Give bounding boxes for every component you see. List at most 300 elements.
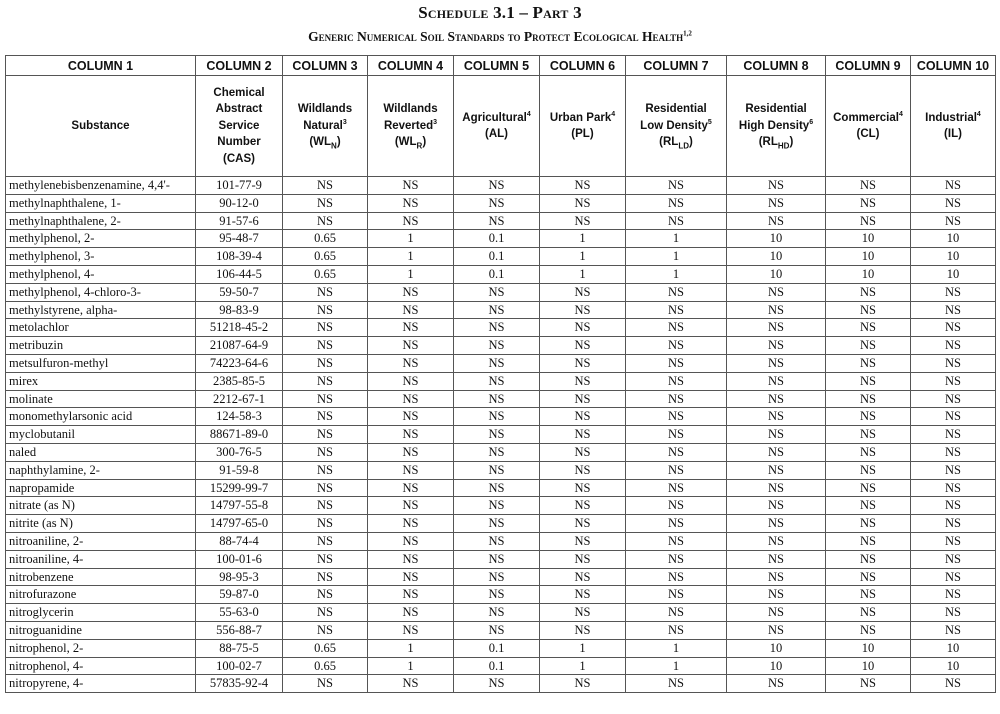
cas-number-cell: 15299-99-7: [196, 479, 283, 497]
standard-value-cell: NS: [540, 426, 626, 444]
cas-number-cell: 91-59-8: [196, 461, 283, 479]
column-header-6: [540, 76, 626, 177]
table-row: [6, 515, 996, 533]
standard-value-cell: NS: [454, 550, 540, 568]
cas-number-cell: 90-12-0: [196, 194, 283, 212]
standard-value-cell: NS: [454, 621, 540, 639]
standard-value-cell: 0.65: [283, 248, 368, 266]
standard-value-cell: NS: [727, 497, 826, 515]
standard-value-cell: NS: [727, 301, 826, 319]
substance-cell: nitrate (as N): [6, 497, 196, 515]
standard-value-cell: NS: [626, 568, 727, 586]
standard-value-cell: NS: [727, 426, 826, 444]
column-header-3: [283, 76, 368, 177]
standard-value-cell: NS: [454, 337, 540, 355]
standard-value-cell: NS: [911, 568, 996, 586]
header-footnote: 6: [809, 118, 814, 126]
table-row: [6, 354, 996, 372]
header-footnote: 4: [526, 110, 531, 118]
table-row: [6, 319, 996, 337]
header-label-line: Industrial: [925, 111, 977, 124]
standard-value-cell: NS: [911, 212, 996, 230]
table-row: [6, 283, 996, 301]
header-label-line: Residential: [645, 103, 707, 116]
cas-number-cell: 556-88-7: [196, 621, 283, 639]
table-row: [6, 194, 996, 212]
substance-cell: monomethylarsonic acid: [6, 408, 196, 426]
standard-value-cell: 1: [626, 230, 727, 248]
standard-value-cell: NS: [283, 390, 368, 408]
standard-value-cell: NS: [540, 461, 626, 479]
standard-value-cell: NS: [540, 283, 626, 301]
standard-value-cell: NS: [727, 354, 826, 372]
standard-value-cell: NS: [368, 586, 454, 604]
header-label-line: Urban Park: [549, 111, 612, 124]
standard-value-cell: NS: [826, 443, 911, 461]
standard-value-cell: NS: [911, 372, 996, 390]
standard-value-cell: NS: [454, 532, 540, 550]
standard-value-cell: NS: [826, 194, 911, 212]
standard-value-cell: NS: [727, 550, 826, 568]
subtitle-text: Generic Numerical Soil Standards to Protect Ecological Health: [308, 29, 684, 44]
standard-value-cell: NS: [727, 586, 826, 604]
standard-value-cell: 1: [540, 657, 626, 675]
standard-value-cell: NS: [826, 177, 911, 195]
standard-value-cell: NS: [454, 479, 540, 497]
substance-cell: methylphenol, 3-: [6, 248, 196, 266]
standard-value-cell: NS: [626, 675, 727, 693]
subtitle-footnote: 1,2: [683, 29, 692, 38]
standard-value-cell: NS: [454, 408, 540, 426]
schedule-subtitle: [0, 29, 1000, 45]
standard-value-cell: NS: [454, 319, 540, 337]
cas-number-cell: 88-75-5: [196, 639, 283, 657]
standard-value-cell: NS: [626, 390, 727, 408]
standard-value-cell: NS: [626, 301, 727, 319]
column-number-2: COLUMN 2: [196, 56, 283, 76]
cas-number-cell: 2385-85-5: [196, 372, 283, 390]
standard-value-cell: NS: [540, 675, 626, 693]
cas-number-cell: 88671-89-0: [196, 426, 283, 444]
standard-value-cell: NS: [454, 675, 540, 693]
standard-value-cell: NS: [454, 283, 540, 301]
standard-value-cell: NS: [911, 586, 996, 604]
standard-value-cell: 0.65: [283, 230, 368, 248]
standard-value-cell: NS: [911, 337, 996, 355]
table-row: [6, 479, 996, 497]
header-abbr-text: CL: [860, 128, 876, 140]
standard-value-cell: NS: [454, 586, 540, 604]
standard-value-cell: NS: [454, 568, 540, 586]
standard-value-cell: NS: [283, 212, 368, 230]
standard-value-cell: 1: [626, 265, 727, 283]
column-number-row: [6, 56, 996, 76]
header-label-line: Commercial: [833, 111, 899, 124]
cas-number-cell: 21087-64-9: [196, 337, 283, 355]
column-header-5: [454, 76, 540, 177]
table-row: [6, 550, 996, 568]
substance-cell: nitroguanidine: [6, 621, 196, 639]
standard-value-cell: NS: [283, 301, 368, 319]
standard-value-cell: 10: [727, 639, 826, 657]
standard-value-cell: NS: [368, 408, 454, 426]
standard-value-cell: NS: [368, 479, 454, 497]
header-abbr-text: PL: [575, 128, 590, 140]
standard-value-cell: NS: [911, 194, 996, 212]
header-label-line: Service: [218, 119, 260, 132]
standard-value-cell: NS: [368, 194, 454, 212]
standard-value-cell: NS: [727, 461, 826, 479]
standard-value-cell: NS: [540, 372, 626, 390]
substance-cell: methylstyrene, alpha-: [6, 301, 196, 319]
standard-value-cell: NS: [626, 426, 727, 444]
column-number-1: COLUMN 1: [6, 56, 196, 76]
standard-value-cell: NS: [454, 497, 540, 515]
standard-value-cell: NS: [911, 319, 996, 337]
table-row: [6, 426, 996, 444]
standard-value-cell: NS: [540, 177, 626, 195]
standard-value-cell: NS: [911, 497, 996, 515]
substance-cell: methylenebisbenzenamine, 4,4'-: [6, 177, 196, 195]
header-label-line: Agricultural: [462, 111, 527, 124]
standard-value-cell: NS: [626, 479, 727, 497]
standard-value-cell: NS: [826, 390, 911, 408]
substance-cell: nitroaniline, 2-: [6, 532, 196, 550]
standard-value-cell: 1: [626, 248, 727, 266]
standard-value-cell: NS: [454, 426, 540, 444]
substance-cell: methylphenol, 4-chloro-3-: [6, 283, 196, 301]
standard-value-cell: NS: [368, 568, 454, 586]
standard-value-cell: NS: [454, 443, 540, 461]
standard-value-cell: NS: [540, 550, 626, 568]
standard-value-cell: NS: [454, 301, 540, 319]
table-row: [6, 461, 996, 479]
standard-value-cell: NS: [283, 515, 368, 533]
column-number-3: COLUMN 3: [283, 56, 368, 76]
cas-number-cell: 100-01-6: [196, 550, 283, 568]
standard-value-cell: NS: [727, 515, 826, 533]
standard-value-cell: NS: [911, 354, 996, 372]
table-row: [6, 568, 996, 586]
standard-value-cell: NS: [283, 337, 368, 355]
standard-value-cell: NS: [368, 301, 454, 319]
column-number-5: COLUMN 5: [454, 56, 540, 76]
header-abbr-text: WL: [313, 136, 332, 149]
standard-value-cell: NS: [626, 408, 727, 426]
header-label-line: Substance: [71, 119, 130, 132]
cas-number-cell: 98-83-9: [196, 301, 283, 319]
substance-cell: nitroaniline, 4-: [6, 550, 196, 568]
standard-value-cell: NS: [283, 479, 368, 497]
header-footnote: 5: [707, 118, 712, 126]
standard-value-cell: 10: [826, 230, 911, 248]
header-label-line: Wildlands: [297, 103, 353, 116]
header-label-line: Reverted: [383, 119, 434, 132]
substance-cell: methylphenol, 4-: [6, 265, 196, 283]
standard-value-cell: NS: [283, 621, 368, 639]
schedule-title: Schedule 3.1 – Part 3: [418, 3, 582, 22]
standard-value-cell: NS: [283, 319, 368, 337]
column-header-7: [626, 76, 727, 177]
substance-cell: nitrophenol, 4-: [6, 657, 196, 675]
standard-value-cell: NS: [540, 408, 626, 426]
header-label-line: Wildlands: [383, 103, 438, 116]
table-row: [6, 372, 996, 390]
standard-value-cell: NS: [540, 497, 626, 515]
standard-value-cell: NS: [283, 177, 368, 195]
standard-value-cell: NS: [727, 283, 826, 301]
header-label-line: Natural: [303, 119, 343, 132]
standard-value-cell: 1: [540, 248, 626, 266]
standard-value-cell: NS: [283, 568, 368, 586]
standard-value-cell: NS: [626, 497, 727, 515]
standard-value-cell: 0.1: [454, 248, 540, 266]
standard-value-cell: 10: [826, 248, 911, 266]
standard-value-cell: NS: [826, 604, 911, 622]
standard-value-cell: NS: [626, 337, 727, 355]
header-abbr-text: RL: [762, 136, 778, 149]
standard-value-cell: NS: [727, 177, 826, 195]
standard-value-cell: 0.65: [283, 639, 368, 657]
standard-value-cell: NS: [911, 532, 996, 550]
header-label-line: Number: [217, 136, 261, 149]
table-row: [6, 248, 996, 266]
substance-cell: methylnaphthalene, 2-: [6, 212, 196, 230]
header-abbr-subscript: HD: [777, 141, 790, 151]
substance-cell: methylphenol, 2-: [6, 230, 196, 248]
header-abbreviation: $(RL_{LD})$: [659, 136, 693, 151]
standard-value-cell: NS: [626, 550, 727, 568]
standard-value-cell: NS: [540, 479, 626, 497]
header-abbreviation: [223, 153, 255, 165]
cas-number-cell: 2212-67-1: [196, 390, 283, 408]
standard-value-cell: NS: [368, 372, 454, 390]
standard-value-cell: 1: [368, 248, 454, 266]
standard-value-cell: NS: [826, 532, 911, 550]
standard-value-cell: NS: [911, 177, 996, 195]
standard-value-cell: NS: [626, 194, 727, 212]
standard-value-cell: NS: [283, 194, 368, 212]
standard-value-cell: NS: [626, 319, 727, 337]
standard-value-cell: 1: [368, 657, 454, 675]
header-abbreviation: $(RL_{HD})$: [758, 136, 794, 151]
standard-value-cell: NS: [283, 586, 368, 604]
standard-value-cell: 10: [911, 639, 996, 657]
standard-value-cell: NS: [540, 212, 626, 230]
standard-value-cell: NS: [826, 568, 911, 586]
table-row: [6, 532, 996, 550]
cas-number-cell: 14797-55-8: [196, 497, 283, 515]
standard-value-cell: NS: [540, 515, 626, 533]
header-footnote: 4: [898, 110, 903, 118]
standard-value-cell: NS: [626, 177, 727, 195]
standard-value-cell: NS: [826, 461, 911, 479]
standard-value-cell: 0.65: [283, 265, 368, 283]
standard-value-cell: NS: [283, 497, 368, 515]
standard-value-cell: NS: [454, 604, 540, 622]
standard-value-cell: NS: [727, 479, 826, 497]
header-abbreviation: (AL): [484, 128, 509, 140]
standard-value-cell: NS: [826, 354, 911, 372]
table-row: [6, 212, 996, 230]
substance-cell: myclobutanil: [6, 426, 196, 444]
standard-value-cell: NS: [454, 354, 540, 372]
standard-value-cell: NS: [626, 372, 727, 390]
table-row: [6, 301, 996, 319]
standard-value-cell: 10: [911, 248, 996, 266]
standard-value-cell: NS: [454, 177, 540, 195]
header-abbr-text: WL: [398, 136, 417, 149]
standard-value-cell: NS: [727, 408, 826, 426]
standard-value-cell: 10: [826, 639, 911, 657]
standard-value-cell: NS: [626, 283, 727, 301]
standard-value-cell: NS: [454, 194, 540, 212]
standard-value-cell: NS: [911, 390, 996, 408]
standard-value-cell: NS: [368, 461, 454, 479]
standard-value-cell: NS: [454, 212, 540, 230]
standard-value-cell: NS: [540, 604, 626, 622]
header-label-line: Low Density: [640, 119, 708, 132]
standard-value-cell: NS: [540, 621, 626, 639]
standard-value-cell: 1: [540, 265, 626, 283]
header-abbreviation: $(WL_R)$: [394, 136, 427, 151]
standard-value-cell: 0.1: [454, 639, 540, 657]
standard-value-cell: NS: [454, 461, 540, 479]
header-footnote: 4: [976, 110, 981, 118]
standard-value-cell: NS: [540, 390, 626, 408]
column-header-8: [727, 76, 826, 177]
standard-value-cell: 10: [727, 248, 826, 266]
standard-value-cell: NS: [368, 532, 454, 550]
standard-value-cell: 1: [540, 639, 626, 657]
cas-number-cell: 59-50-7: [196, 283, 283, 301]
header-abbr-text: RL: [662, 136, 679, 149]
standard-value-cell: 10: [911, 657, 996, 675]
standard-value-cell: NS: [626, 443, 727, 461]
standard-value-cell: NS: [368, 319, 454, 337]
header-label-line: Abstract: [215, 103, 263, 116]
substance-cell: metribuzin: [6, 337, 196, 355]
substance-cell: metolachlor: [6, 319, 196, 337]
standard-value-cell: NS: [283, 550, 368, 568]
standard-value-cell: NS: [626, 461, 727, 479]
standard-value-cell: NS: [368, 337, 454, 355]
standard-value-cell: 10: [911, 230, 996, 248]
standard-value-cell: NS: [626, 604, 727, 622]
cas-number-cell: 57835-92-4: [196, 675, 283, 693]
standard-value-cell: NS: [727, 194, 826, 212]
table-row: [6, 390, 996, 408]
standard-value-cell: NS: [626, 586, 727, 604]
standard-value-cell: NS: [540, 443, 626, 461]
cas-number-cell: 106-44-5: [196, 265, 283, 283]
cas-number-cell: 55-63-0: [196, 604, 283, 622]
standard-value-cell: NS: [368, 390, 454, 408]
standard-value-cell: NS: [826, 675, 911, 693]
standard-value-cell: NS: [454, 372, 540, 390]
standard-value-cell: NS: [283, 675, 368, 693]
table-row: [6, 586, 996, 604]
standard-value-cell: NS: [540, 532, 626, 550]
column-number-8: COLUMN 8: [727, 56, 826, 76]
standard-value-cell: NS: [727, 319, 826, 337]
standard-value-cell: NS: [826, 515, 911, 533]
substance-cell: nitrofurazone: [6, 586, 196, 604]
standard-value-cell: 0.1: [454, 265, 540, 283]
standard-value-cell: NS: [911, 515, 996, 533]
standard-value-cell: 1: [540, 230, 626, 248]
standard-value-cell: NS: [826, 301, 911, 319]
standard-value-cell: NS: [283, 461, 368, 479]
standard-value-cell: NS: [826, 337, 911, 355]
standard-value-cell: NS: [826, 408, 911, 426]
standard-value-cell: NS: [727, 604, 826, 622]
standard-value-cell: NS: [368, 604, 454, 622]
cas-number-cell: 14797-65-0: [196, 515, 283, 533]
header-abbr-subscript: N: [331, 141, 337, 151]
substance-cell: methylnaphthalene, 1-: [6, 194, 196, 212]
standard-value-cell: NS: [826, 426, 911, 444]
standard-value-cell: 0.65: [283, 657, 368, 675]
standard-value-cell: NS: [540, 354, 626, 372]
table-row: [6, 265, 996, 283]
standard-value-cell: 10: [826, 657, 911, 675]
table-row: [6, 657, 996, 675]
cas-number-cell: 91-57-6: [196, 212, 283, 230]
standard-value-cell: NS: [626, 354, 727, 372]
header-label-line: Chemical: [213, 86, 265, 99]
standard-value-cell: 1: [626, 639, 727, 657]
soil-standards-table: [5, 55, 996, 693]
header-abbr-text: (CAS): [223, 152, 255, 165]
standard-value-cell: NS: [283, 604, 368, 622]
standard-value-cell: NS: [626, 212, 727, 230]
standard-value-cell: 10: [727, 657, 826, 675]
header-abbr-subscript: R: [416, 141, 423, 151]
standard-value-cell: NS: [826, 550, 911, 568]
standard-value-cell: NS: [911, 675, 996, 693]
cas-number-cell: 98-95-3: [196, 568, 283, 586]
standard-value-cell: NS: [368, 550, 454, 568]
standard-value-cell: NS: [911, 426, 996, 444]
substance-cell: napropamide: [6, 479, 196, 497]
standard-value-cell: NS: [540, 194, 626, 212]
header-abbreviation: (CL): [856, 128, 880, 140]
column-header-2: [196, 76, 283, 177]
substance-cell: nitrite (as N): [6, 515, 196, 533]
standard-value-cell: NS: [368, 497, 454, 515]
standard-value-cell: NS: [911, 479, 996, 497]
standard-value-cell: NS: [368, 354, 454, 372]
standard-value-cell: NS: [911, 461, 996, 479]
cas-number-cell: 101-77-9: [196, 177, 283, 195]
standard-value-cell: NS: [454, 515, 540, 533]
standard-value-cell: NS: [540, 337, 626, 355]
header-label-line: Residential: [745, 103, 807, 116]
table-row: [6, 408, 996, 426]
standard-value-cell: 1: [368, 265, 454, 283]
standard-value-cell: NS: [368, 212, 454, 230]
table-row: [6, 337, 996, 355]
standard-value-cell: NS: [368, 675, 454, 693]
standard-value-cell: NS: [368, 177, 454, 195]
table-row: [6, 177, 996, 195]
standard-value-cell: NS: [911, 408, 996, 426]
standard-value-cell: NS: [368, 443, 454, 461]
substance-cell: nitrophenol, 2-: [6, 639, 196, 657]
table-row: [6, 604, 996, 622]
standard-value-cell: NS: [911, 604, 996, 622]
